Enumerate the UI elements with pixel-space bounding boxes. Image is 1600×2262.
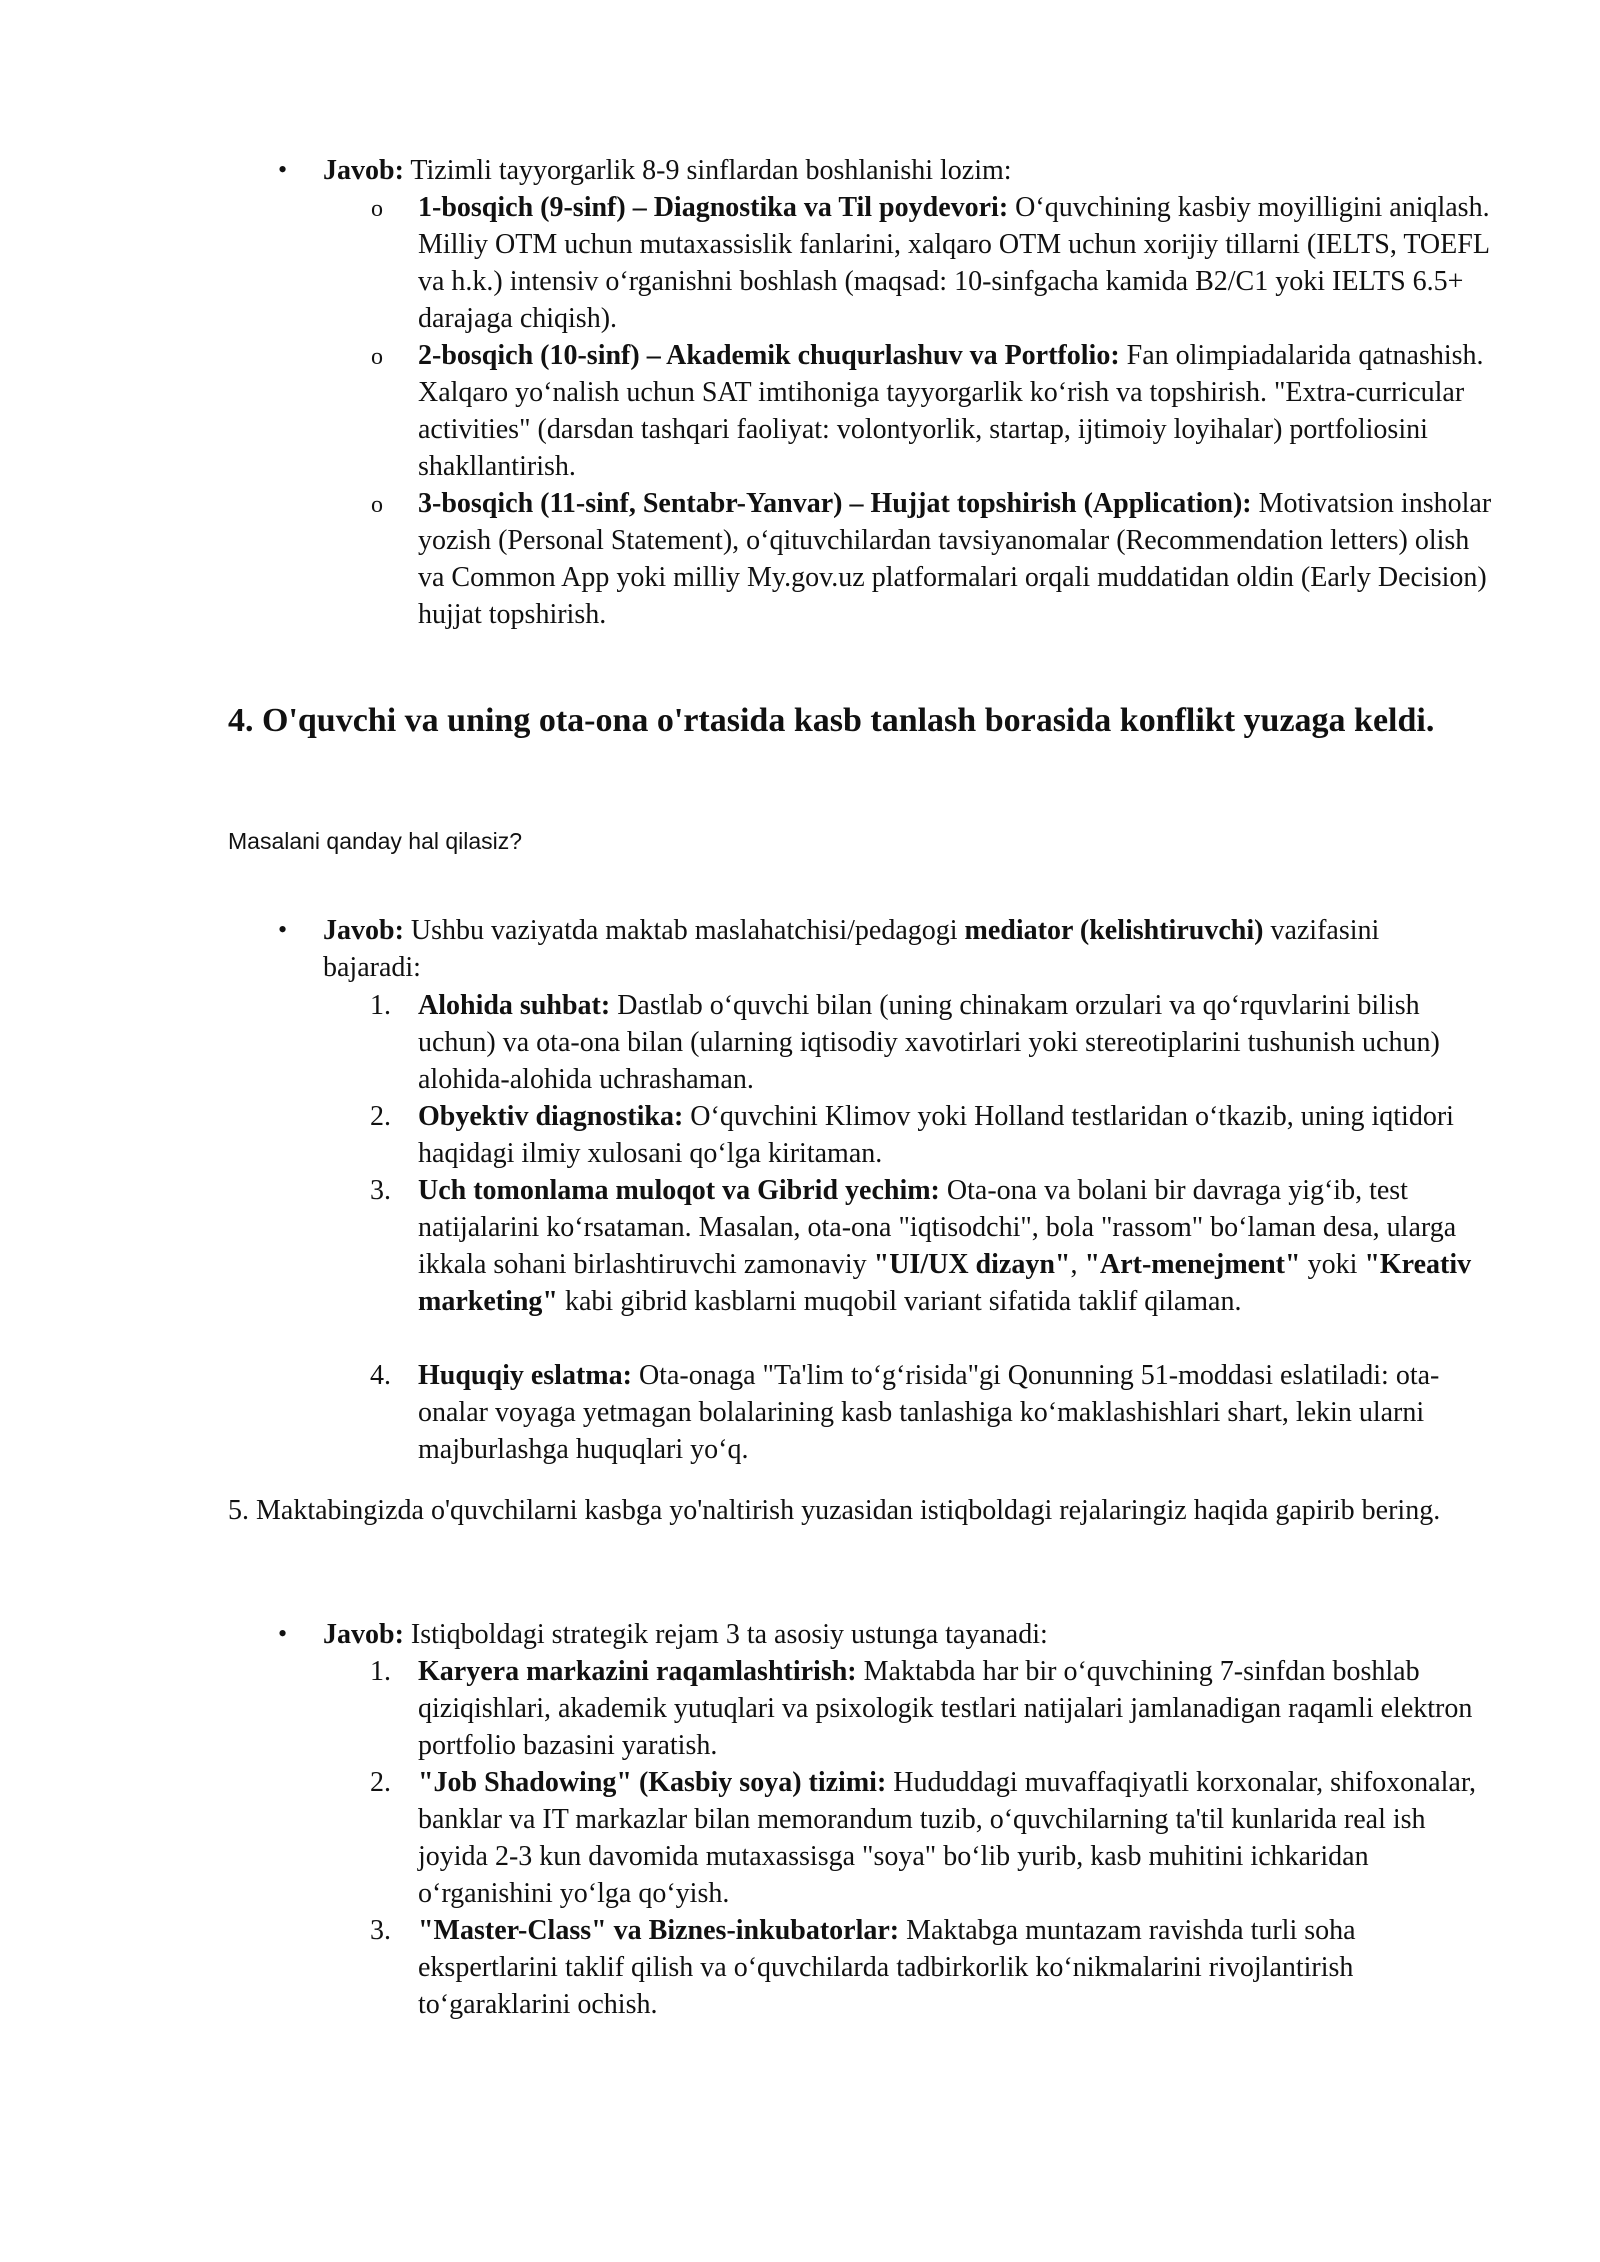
item-text: O‘quvchini Klimov yoki Holland testlaridan o‘tkazib, uning iqtidori haqidagi ilmiy xulosani qo‘lga kiritaman. bbox=[418, 1101, 1454, 1169]
step-text: Fan olimpiadalarida qatnashish. Xalqaro yo‘nalish uchun SAT imtihoniga tayyorgarlik ko‘rish va topshirish. "Extra-curricular activities" (darsdan tashqari faoliyat: volontyorlik, startap, ijtimoiy loyihalar) portfoliosini shakllantirish. bbox=[418, 340, 1484, 482]
answer-label: Javob: bbox=[323, 1619, 404, 1650]
item-text: Maktabda har bir o‘quvchining 7-sinfdan boshlab qiziqishlari, akademik yutuqlari va psixologik testlari natijalari jamlanadigan raqamli elektron portfolio bazasini yaratish. bbox=[418, 1656, 1473, 1761]
item-text: Ota-ona va bolani bir davraga yig‘ib, test natijalarini ko‘rsataman. Masalan, ota-ona "iqtisodchi", bola "rassom" bo‘laman desa, ularga ikkala sohani birlashtiruvchi zamonaviy bbox=[418, 1175, 1457, 1280]
item-text: Hududdagi muvaffaqiyatli korxonalar, shifoxonalar, banklar va IT markazlar bilan memorandum tuzib, o‘quvchilarning ta'til kunlarida real ish joyida 2-3 kun davomida mutaxassisga "soya" bo‘lib yurib, kasb muhitini ichkaridan o‘rganishini yo‘lga qo‘yish. bbox=[418, 1767, 1477, 1909]
step-title: 1-bosqich (9-sinf) – Diagnostika va Til poydevori: bbox=[418, 192, 1009, 223]
answer-label: Javob: bbox=[323, 155, 404, 186]
bullet-marker bbox=[278, 162, 294, 178]
item-title: Huquqiy eslatma: bbox=[418, 1360, 632, 1391]
list-item bbox=[418, 1098, 1494, 1172]
bullet-marker bbox=[278, 1626, 294, 1642]
item-title: "Job Shadowing" (Kasbiy soya) tizimi: bbox=[418, 1767, 887, 1798]
list-item bbox=[418, 987, 1494, 1098]
list-item bbox=[418, 1653, 1494, 1764]
list-item: Uch tomonlama muloqot va Gibrid yechim: Ota-ona va bolani bir davraga yig‘ib, test natijalarini ko‘rsataman. Masalan, ota-ona "iqtisodchi", bola "rassom" bo‘laman desa, ularga ikkala sohani birlashtiruvchi zamonaviy "UI/UX dizayn", "Art-menejment" yoki "Kreativ marketing" kabi gibrid kasblarni muqobil variant sifatida taklif qilaman. bbox=[418, 1175, 1472, 1317]
question-text: Masalani qanday hal qilasiz? bbox=[228, 828, 523, 854]
item-title: Alohida suhbat: bbox=[418, 990, 611, 1021]
item-title: "Master-Class" va Biznes-inkubatorlar: bbox=[418, 1915, 900, 1946]
list-number: 2. bbox=[370, 1101, 391, 1132]
item-text: Maktabga muntazam ravishda turli soha ekspertlarini taklif qilish va o‘quvchilarda tadbirkorlik ko‘nikmalarini rivojlantirish to‘garaklarini ochish. bbox=[418, 1915, 1356, 2020]
answer-label: Javob: bbox=[323, 915, 404, 946]
list-number: 1. bbox=[370, 990, 391, 1021]
item-title: Uch tomonlama muloqot va Gibrid yechim: bbox=[418, 1175, 940, 1206]
step-text: Motivatsion insholar yozish (Personal Statement), o‘qituvchilardan tavsiyanomalar (Recommendation letters) olish va Common App yoki milliy My.gov.uz platformalari orqali muddatidan oldin (Early Decision) hujjat topshirish. bbox=[418, 488, 1492, 630]
answer-paragraph-5: Javob: Istiqboldagi strategik rejam 3 ta asosiy ustunga tayanadi: bbox=[323, 1619, 1048, 1650]
step-title: 2-bosqich (10-sinf) – Akademik chuqurlashuv va Portfolio: bbox=[418, 340, 1120, 371]
list-item bbox=[418, 1764, 1494, 1912]
section-heading-4: 4. O'quvchi va uning ota-ona o'rtasida kasb tanlash borasida konflikt yuzaga keldi. bbox=[228, 702, 1435, 739]
step-item bbox=[418, 485, 1494, 633]
bullet-marker bbox=[278, 922, 294, 938]
sub-bullet-marker: o bbox=[371, 344, 383, 370]
list-number: 1. bbox=[370, 1656, 391, 1687]
step-title: 3-bosqich (11-sinf, Sentabr-Yanvar) – Hujjat topshirish (Application): bbox=[418, 488, 1252, 519]
step-item bbox=[418, 337, 1494, 485]
list-number: 2. bbox=[370, 1767, 391, 1798]
sub-bullet-marker: o bbox=[371, 492, 383, 518]
item-text: Dastlab o‘quvchi bilan (uning chinakam orzulari va qo‘rquvlarini bilish uchun) va ota-ona bilan (ularning iqtisodiy xavotirlari yoki stereotiplarini tushunish uchun) alohida-alohida uchrashaman. bbox=[418, 990, 1440, 1095]
item-title: Karyera markazini raqamlashtirish: bbox=[418, 1656, 857, 1687]
list-item bbox=[418, 1912, 1494, 2023]
list-item bbox=[418, 1357, 1494, 1468]
sub-bullet-marker: o bbox=[371, 196, 383, 222]
section-question-5: 5. Maktabingizda o'quvchilarni kasbga yo'naltirish yuzasidan istiqboldagi rejalaringiz haqida gapirib bering. bbox=[228, 1495, 1441, 1526]
step-item bbox=[418, 189, 1494, 337]
list-number: 4. bbox=[370, 1360, 391, 1391]
item-title: Obyektiv diagnostika: bbox=[418, 1101, 684, 1132]
answer-paragraph-4: Javob: Ushbu vaziyatda maktab maslahatchisi/pedagogi mediator (kelishtiruvchi) vazifasini bajaradi: bbox=[323, 915, 1380, 983]
step-text: O‘quvchining kasbiy moyilligini aniqlash. Milliy OTM uchun mutaxassislik fanlarini, xalqaro OTM uchun xorijiy tillarni (IELTS, TOEFL va h.k.) intensiv o‘rganishni boshlash (maqsad: 10-sinfgacha kamida B2/C1 yoki IELTS 6.5+ darajaga chiqish). bbox=[418, 192, 1490, 334]
answer-paragraph-3: Javob: Tizimli tayyorgarlik 8-9 sinflardan boshlanishi lozim: bbox=[323, 155, 1012, 186]
list-number: 3. bbox=[370, 1915, 391, 1946]
item-text: Ota-onaga "Ta'lim to‘g‘risida"gi Qonunning 51-moddasi eslatiladi: ota-onalar voyaga yetmagan bolalarining kasb tanlashiga ko‘maklashishlari shart, lekin ularni majburlashga huquqlari yo‘q. bbox=[418, 1360, 1440, 1465]
list-number: 3. bbox=[370, 1175, 391, 1206]
